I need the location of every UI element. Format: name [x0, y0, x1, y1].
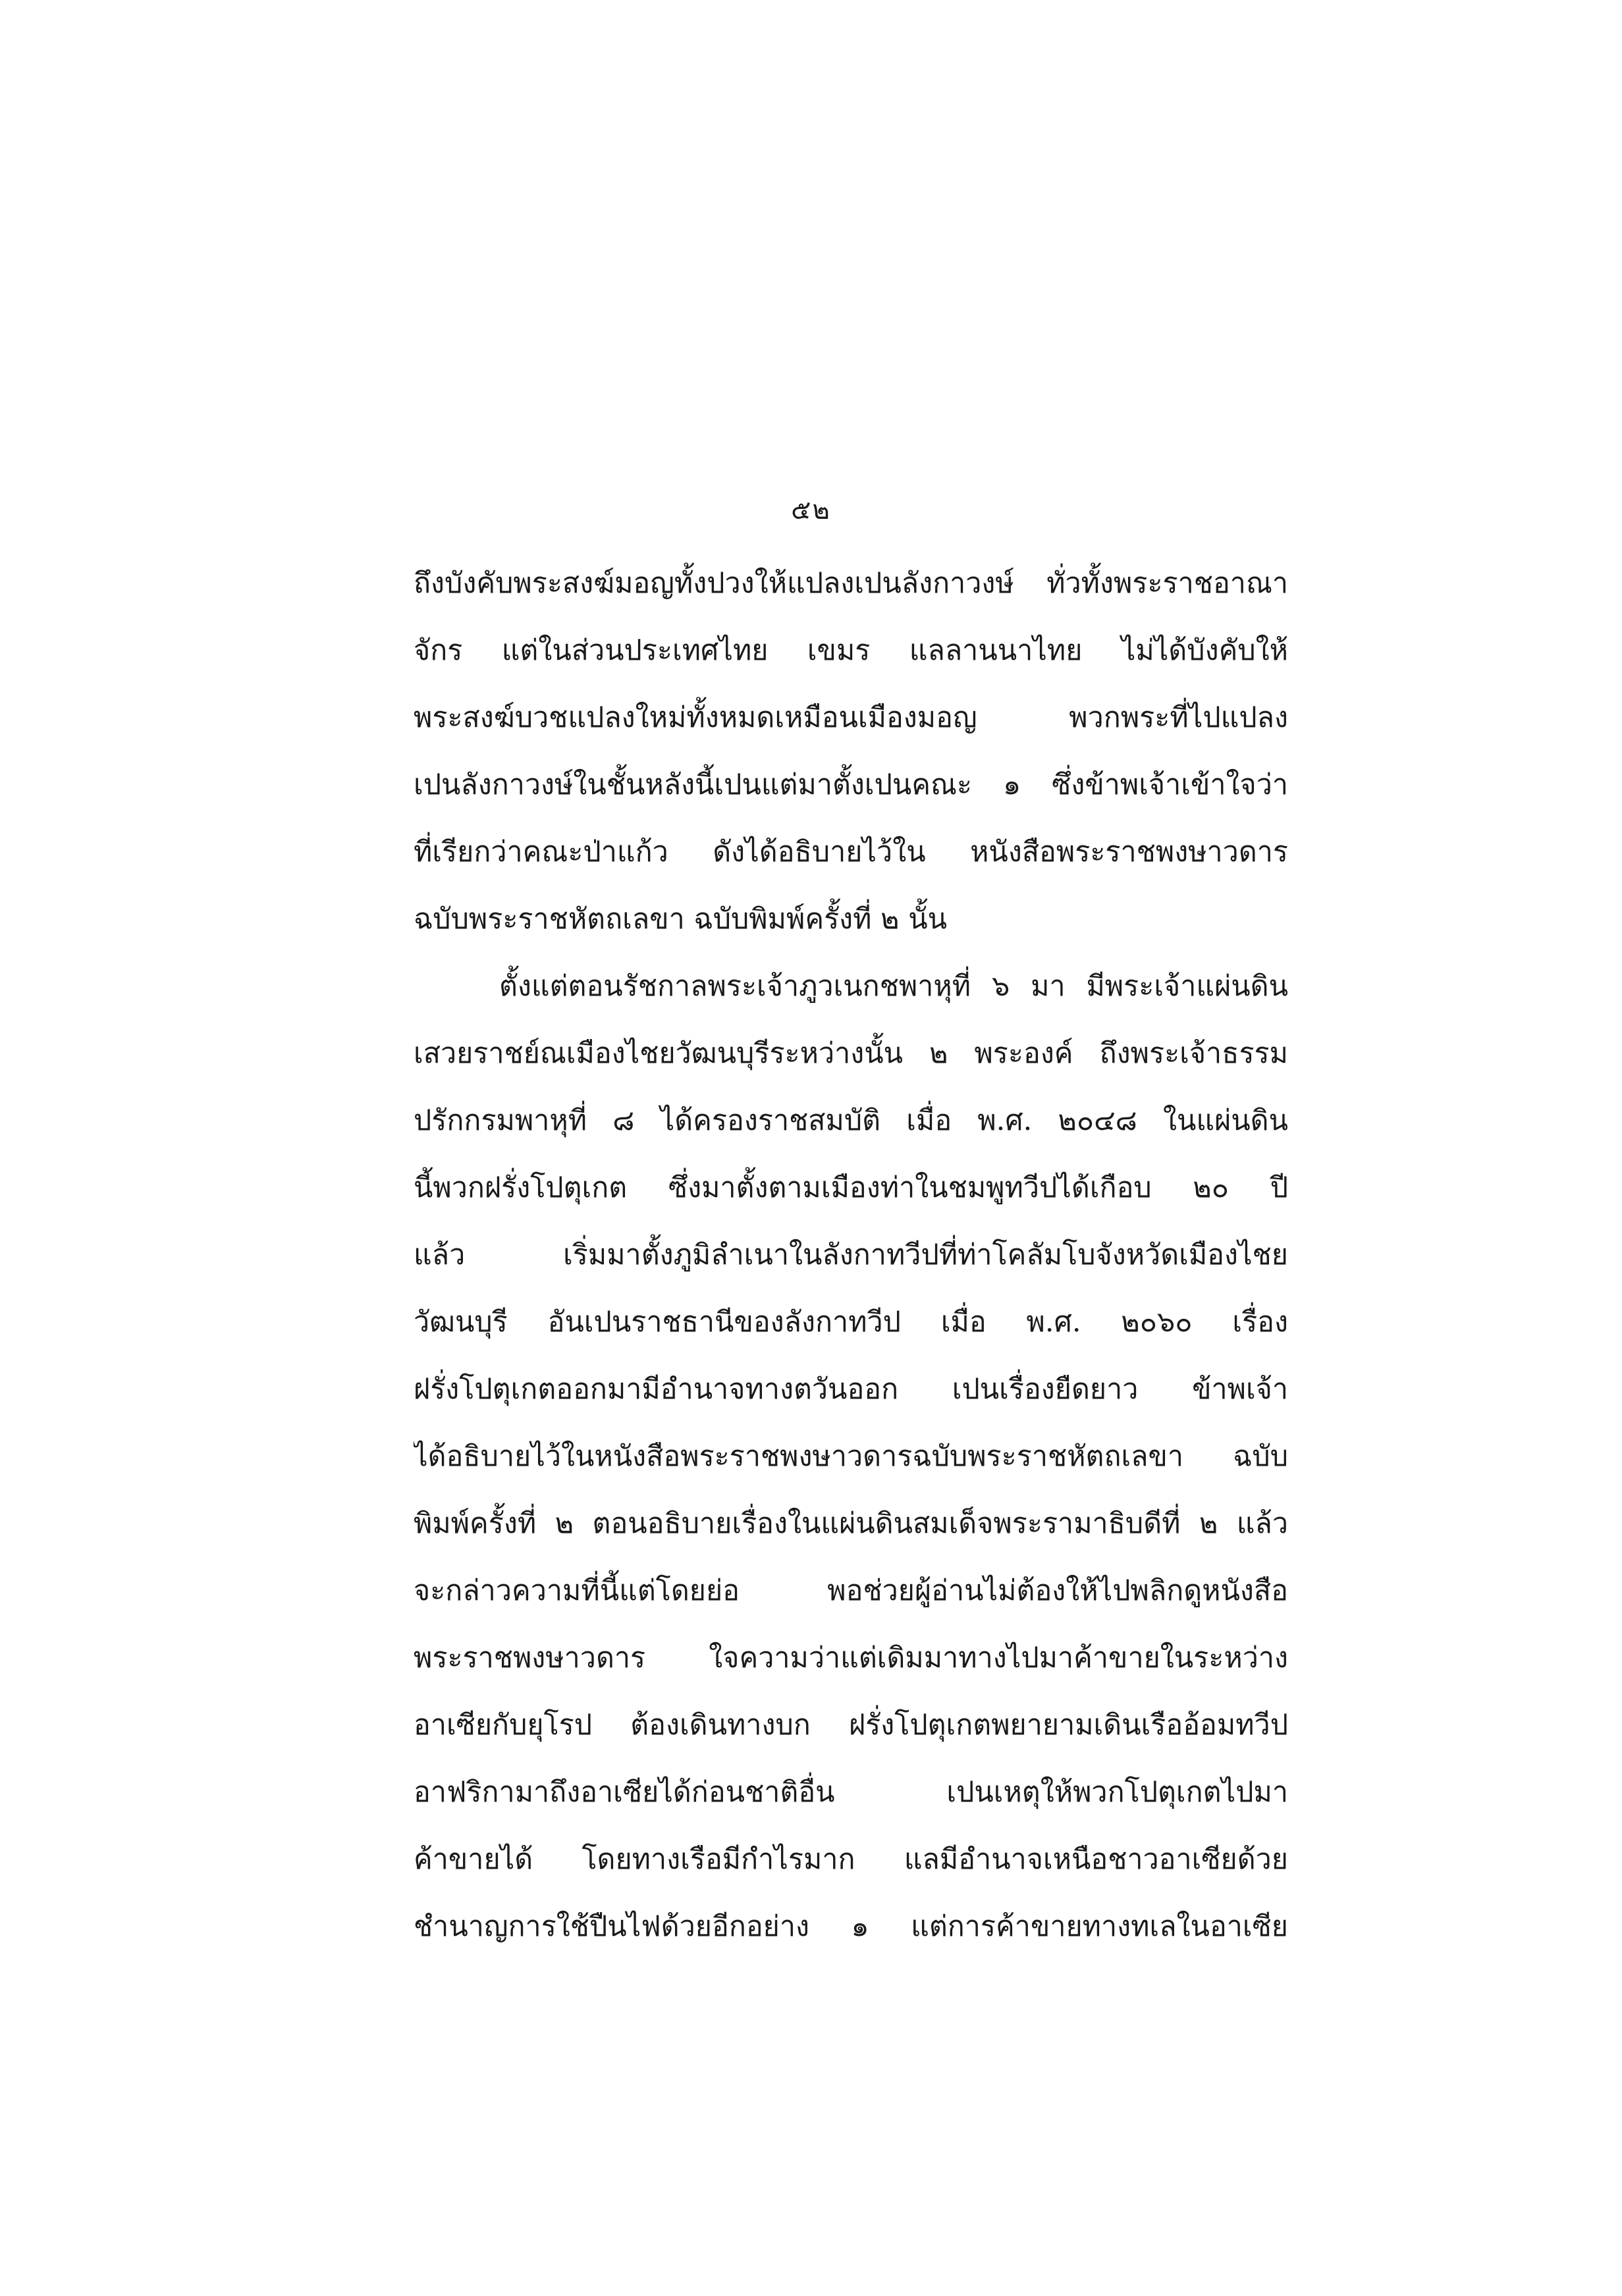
- body-text: [414, 550, 1288, 1960]
- text-line: ปรักกรมพาหุที่ ๘ ได้ครองราชสมบัติ เมื่อ พ.ศ. ๒๐๔๘ ในแผ่นดิน: [414, 1104, 1288, 1137]
- text-line: อาฟริกามาถึงอาเซียได้ก่อนชาติอื่น เปนเหตุให้พวกโปตุเกตไปมา: [414, 1776, 1288, 1809]
- text-line: นี้พวกฝรั่งโปตุเกต ซึ่งมาตั้งตามเมืองท่าในชมพูทวีปได้เกือบ ๒๐ ปี: [414, 1171, 1288, 1204]
- text-line: อาเซียกับยุโรป ต้องเดินทางบก ฝรั่งโปตุเกตพยายามเดินเรืออ้อมทวีป: [414, 1709, 1288, 1742]
- text-line: เปนลังกาวงษ์ในชั้นหลังนี้เปนแต่มาตั้งเปนคณะ ๑ ซึ่งข้าพเจ้าเข้าใจว่า: [414, 768, 1288, 801]
- text-line: พระราชพงษาวดาร ใจความว่าแต่เดิมมาทางไปมาค้าขายในระหว่าง: [414, 1642, 1288, 1674]
- text-line: ฝรั่งโปตุเกตออกมามีอำนาจทางตวันออก เปนเรื่องยืดยาว ข้าพเจ้า: [414, 1373, 1288, 1406]
- text-line: ได้อธิบายไว้ในหนังสือพระราชพงษาวดารฉบับพระราชหัตถเลขา ฉบับ: [414, 1440, 1288, 1473]
- text-line: วัฒนบุรี อันเปนราชธานีของลังกาทวีป เมื่อ พ.ศ. ๒๐๖๐ เรื่อง: [414, 1306, 1288, 1339]
- text-line: แล้ว เริ่มมาตั้งภูมิลำเนาในลังกาทวีปที่ท่าโคลัมโบจังหวัดเมืองไชย: [414, 1239, 1288, 1271]
- text-line: จะกล่าวความที่นี้แต่โดยย่อ พอช่วยผู้อ่านไม่ต้องให้ไปพลิกดูหนังสือ: [414, 1574, 1288, 1607]
- text-line: ตั้งแต่ตอนรัชกาลพระเจ้าภูวเนกชพาหุที่ ๖ มา มีพระเจ้าแผ่นดิน: [499, 970, 1288, 1003]
- page-number: ๕๒: [791, 495, 831, 525]
- text-line: พิมพ์ครั้งที่ ๒ ตอนอธิบายเรื่องในแผ่นดินสมเด็จพระรามาธิบดีที่ ๒ แล้ว: [414, 1507, 1288, 1540]
- text-line: ฉบับพระราชหัตถเลขา ฉบับพิมพ์ครั้งที่ ๒ นั้น: [414, 903, 947, 936]
- text-line: พระสงฆ์บวชแปลงใหม่ทั้งหมดเหมือนเมืองมอญ พวกพระที่ไปแปลง: [414, 701, 1288, 734]
- text-line: จักร แต่ในส่วนประเทศไทย เขมร แลลานนาไทย ไม่ได้บังคับให้: [414, 634, 1288, 667]
- text-line: เสวยราชย์ณเมืองไชยวัฒนบุรีระหว่างนั้น ๒ พระองค์ ถึงพระเจ้าธรรม: [414, 1037, 1288, 1070]
- text-line: ค้าขายได้ โดยทางเรือมีกำไรมาก แลมีอำนาจเหนือชาวอาเซียด้วย: [414, 1843, 1288, 1876]
- text-line: ถึงบังคับพระสงฆ์มอญทั้งปวงให้แปลงเปนลังกาวงษ์ ทั่วทั้งพระราชอาณา: [414, 567, 1288, 600]
- text-line: ที่เรียกว่าคณะป่าแก้ว ดังได้อธิบายไว้ใน หนังสือพระราชพงษาวดาร: [414, 836, 1288, 868]
- text-line: ชำนาญการใช้ปืนไฟด้วยอีกอย่าง ๑ แต่การค้าขายทางทเลในอาเซีย: [414, 1910, 1288, 1943]
